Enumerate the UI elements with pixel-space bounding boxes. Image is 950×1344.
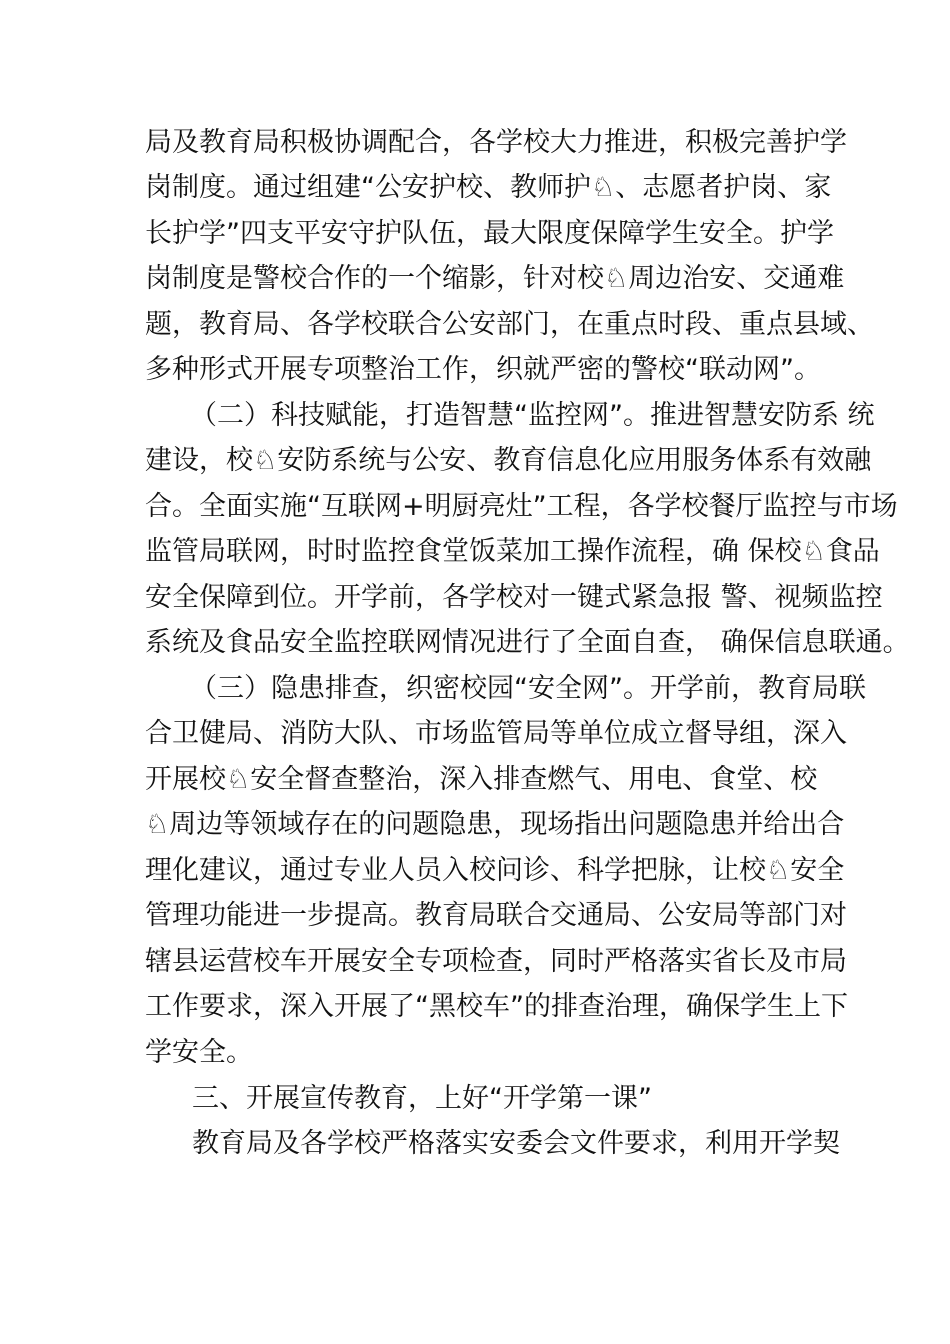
text-line-9: 合。全面实施“互联网+明厨亮灶”工程，各学校餐厅监控与市场 [145,491,898,522]
text-line-4: 岗制度是警校合作的一个缩影，针对校♘周边治安、交通难 [145,263,845,294]
section-heading: 三、开展宣传教育，上好“开学第一课” [192,1083,652,1114]
text-line-20: 工作要求，深入开展了“黑校车”的排查治理，确保学生上下 [145,991,848,1022]
text-line-19: 辖县运营校车开展安全专项检查，同时严格落实省长及市局 [145,946,847,977]
text-line-15: 开展校♘安全督查整治，深入排查燃气、用电、食堂、校 [145,764,818,795]
text-line-13: （三）隐患排查，织密校园“安全网”。开学前，教育局联 [190,673,866,704]
text-line-14: 合卫健局、消防大队、市场监管局等单位成立督导组，深入 [145,718,847,749]
text-line-5: 题，教育局、各学校联合公安部门，在重点时段、重点县域、 [145,309,874,340]
text-line-21: 学安全。 [145,1037,253,1068]
text-line-12: 系统及食品安全监控联网情况进行了全面自查， 确保信息联通。 [145,627,910,658]
text-line-10: 监管局联网，时时监控食堂饭菜加工操作流程，确 保校♘食品 [145,536,880,567]
text-line-1: 局及教育局积极协调配合，各学校大力推进，积极完善护学 [145,127,847,158]
text-line-6: 多种形式开展专项整治工作，织就严密的警校“联动网”。 [145,354,821,385]
text-line-7: （二）科技赋能，打造智慧“监控网”。推进智慧安防系 统 [190,400,875,431]
text-line-8: 建设，校♘安防系统与公安、教育信息化应用服务体系有效融 [145,445,872,476]
text-line-16: ♘周边等领域存在的问题隐患，现场指出问题隐患并给出合 [145,809,845,840]
text-line-11: 安全保障到位。开学前，各学校对一键式紧急报 警、视频监控 [145,582,883,613]
text-line-17: 理化建议，通过专业人员入校问诊、科学把脉，让校♘安全 [145,855,845,886]
text-line-23: 教育局及各学校严格落实安委会文件要求，利用开学契 [192,1128,840,1159]
text-line-2: 岗制度。通过组建“公安护校、教师护♘、志愿者护岗、家 [145,172,832,203]
text-line-18: 管理功能进一步提高。教育局联合交通局、公安局等部门对 [145,900,847,931]
text-line-3: 长护学”四支平安守护队伍，最大限度保障学生安全。护学 [145,218,834,249]
